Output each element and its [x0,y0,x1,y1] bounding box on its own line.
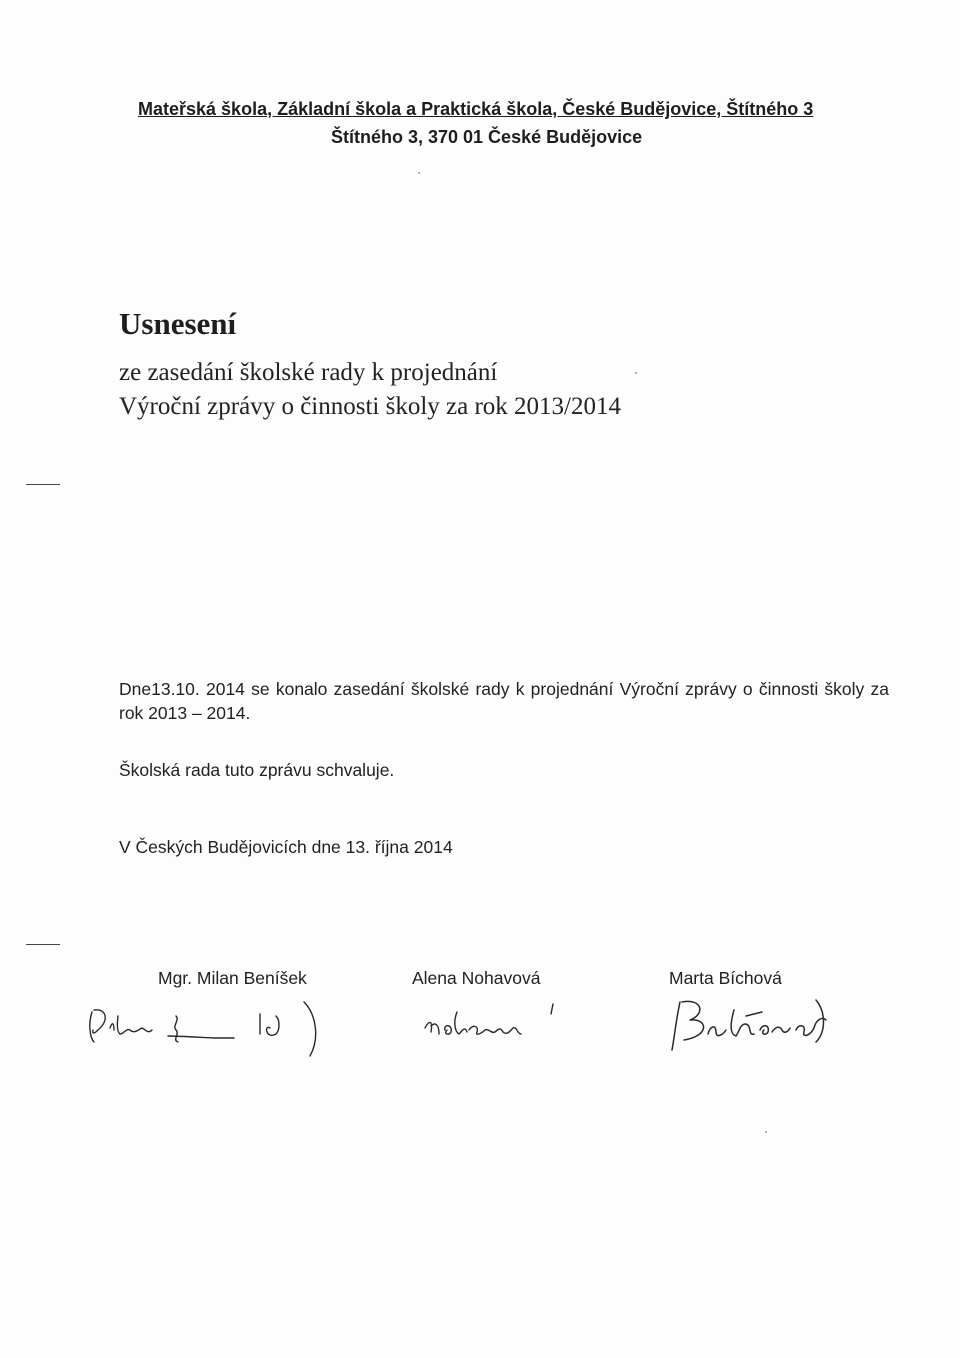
signer-name: Alena Nohavová [412,968,541,988]
approval-statement: Školská rada tuto zprávu schvaluje. [119,760,395,780]
document-title: Usnesení [119,306,237,341]
scan-speck [635,372,637,374]
scan-speck [418,172,420,174]
handwritten-signature-icon [650,990,850,1060]
school-name-heading: Mateřská škola, Základní škola a Praktická škola, České Budějovice, Štítného 3 [138,99,814,119]
school-address: Štítného 3, 370 01 České Budějovice [331,127,643,147]
handwritten-signature-icon [405,990,585,1050]
handwritten-signature-icon [84,990,344,1060]
scan-speck [765,1131,767,1133]
document-subtitle-line1: ze zasedání školské rady k projednání [119,359,498,386]
place-and-date: V Českých Budějovicích dne 13. října 2014 [119,837,453,857]
margin-fold-mark [26,484,60,485]
signer-name: Mgr. Milan Beníšek [158,968,307,988]
margin-fold-mark [26,944,60,945]
signer-name: Marta Bíchová [669,968,782,988]
document-subtitle-line2: Výroční zprávy o činnosti školy za rok 2013/2014 [119,393,621,420]
resolution-paragraph: Dne13.10. 2014 se konalo zasedání školské rady k projednání Výroční zprávy o činnosti školy za rok 2013 – 2014. [119,679,889,723]
